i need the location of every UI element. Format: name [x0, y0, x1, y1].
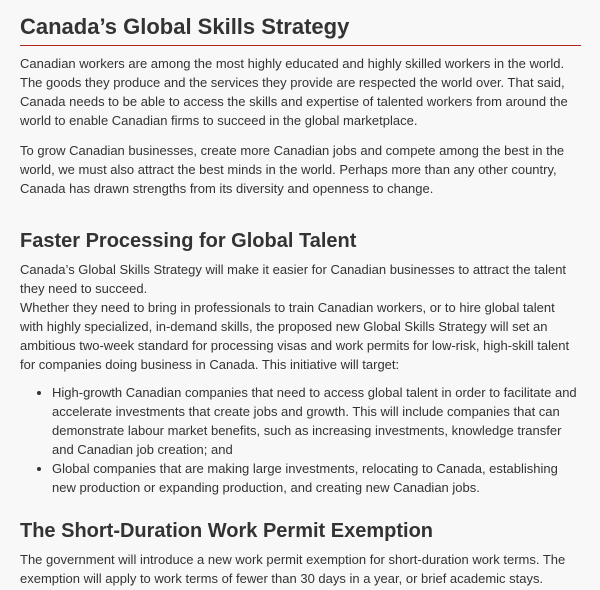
work-permit-exemption-paragraph: The government will introduce a new work permit exemption for short-duration work terms. The exemption will apply to work terms of fewer than 30 days in a year, or brief academic stays. — [20, 552, 566, 586]
section-heading-faster-processing: Faster Processing for Global Talent — [20, 230, 357, 252]
page-title: Canada’s Global Skills Strategy — [20, 0, 581, 46]
list-item: • Global companies that are making large investments, relocating to Canada, establishing new production or expanding production, and creating new Canadian jobs. — [52, 459, 581, 497]
faster-processing-paragraph-2: Whether they need to bring in professionals to train Canadian workers, or to hire global talent with highly specialized, in-demand skills, the proposed new Global Skills Strategy will set an ambitious two-week standard for processing visas and work permits for low-risk, high-skill talent for companies doing business in Canada. This initiative will target: — [20, 300, 570, 372]
target-list — [20, 383, 581, 497]
faster-processing-paragraph-1: Canada’s Global Skills Strategy will make it easier for Canadian businesses to attract the talent they need to succeed. — [20, 262, 567, 296]
intro-paragraph-1: Canadian workers are among the most highly educated and highly skilled workers in the world. The goods they produce and the services they provide are respected the world over. That said, Canada needs to be able to access the skills and expertise of talented workers from around the world to enable Canadian firms to succeed in the global marketplace. — [20, 56, 568, 128]
intro-paragraph-2: To grow Canadian businesses, create more Canadian jobs and compete among the best in the world, we must also attract the best minds in the world. Perhaps more than any other country, Canada has drawn strengths from its diversity and openness to change. — [20, 143, 565, 196]
section-heading-work-permit-exemption: The Short-Duration Work Permit Exemption — [20, 520, 433, 542]
list-item: • High-growth Canadian companies that need to access global talent in order to facilitate and accelerate investments that create jobs and growth. This will include companies that can demonstrate labour market benefits, such as increasing investments, knowledge transfer and Canadian job creation; and — [52, 383, 581, 459]
